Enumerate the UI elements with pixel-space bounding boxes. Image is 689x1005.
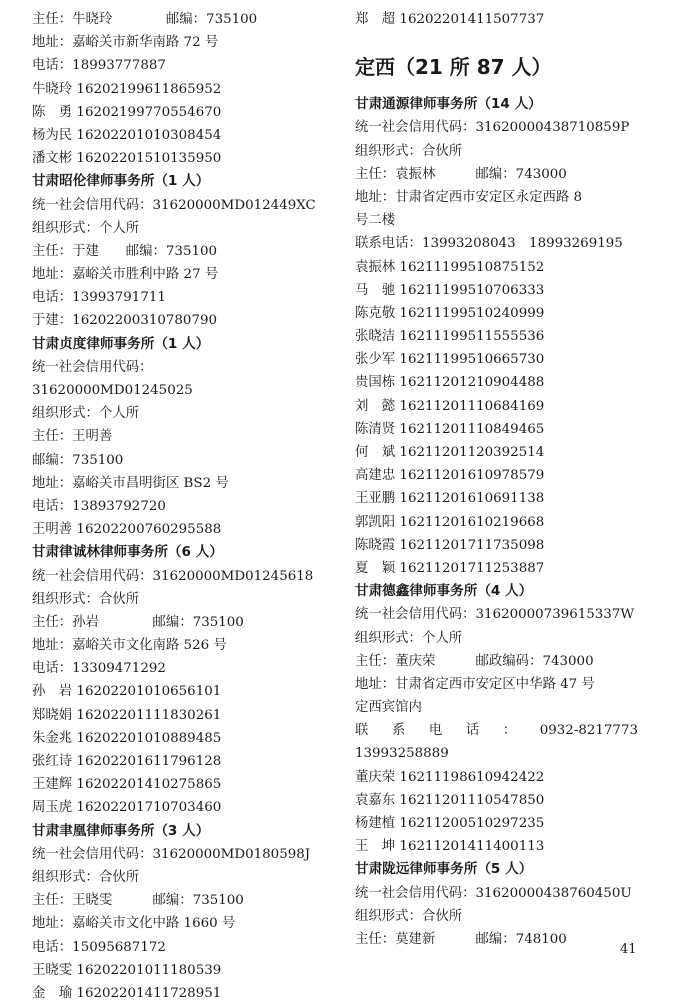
text-line: 主任：牛晓玲 邮编：735100 [32, 12, 258, 27]
text-line: 定西宾馆内 [355, 700, 422, 716]
text-line: 统一社会信用代码：31620000438710859P [355, 120, 630, 136]
text-line: 杨建植 16211200510297235 [355, 816, 545, 831]
text-line: 朱金兆 16202201010889485 [32, 730, 222, 746]
text-line: 组织形式：个人所 [355, 630, 463, 646]
text-line: 地址：嘉峪关市文化南路 526 号 [32, 638, 227, 654]
text-line: 统一社会信用代码：31620000438760450U [355, 885, 632, 901]
page-number: 41 [620, 942, 637, 957]
firm-heading: 甘肃陇远律师事务所（5 人） [355, 861, 533, 878]
text-line: 主任：孙岩 邮编：735100 [32, 614, 244, 630]
text-line: 周玉虎 16202201710703460 [32, 800, 222, 816]
text-line: 王亚鹏 16211201610691138 [355, 491, 545, 507]
text-line: 陈克敬 16211199510240999 [355, 305, 545, 321]
text-line: 陈清贤 16211201110849465 [355, 421, 545, 437]
text-line: 于建：16202200310780790 [32, 313, 218, 329]
text-line: 电话：13309471292 [32, 661, 166, 677]
firm-heading: 甘肃聿凰律师事务所（3 人） [32, 822, 210, 839]
text-line: 高建忠 16211201610978579 [355, 468, 545, 484]
text-line: 张晓洁 16211199511555536 [355, 329, 545, 345]
firm-heading: 甘肃律诚林律师事务所（6 人） [32, 544, 223, 561]
text-line: 地址：嘉峪关市新华南路 72 号 [32, 35, 219, 51]
text-line: 主任：王晓雯 邮编：735100 [32, 893, 244, 909]
text-line: 马 驰 16211199510706333 [355, 282, 545, 298]
firm-heading: 甘肃贞度律师事务所（1 人） [32, 335, 210, 352]
text-line: 孙 岩 16202201010656101 [32, 684, 222, 700]
firm-heading: 甘肃昭伦律师事务所（1 人） [32, 173, 210, 190]
firm-heading: 甘肃通源律师事务所（14 人） [355, 96, 542, 113]
text-line: 牛晓玲 16202199611865952 [32, 81, 222, 97]
text-line: 组织形式：合伙所 [355, 908, 463, 924]
text-line: 统一社会信用代码： [32, 359, 153, 375]
text-line: 张少军 16211199510665730 [355, 352, 545, 368]
text-line: 主任：莫建新 邮编：748100 [355, 931, 567, 947]
text-line: 地址：嘉峪关市文化中路 1660 号 [32, 916, 236, 932]
text-line: 潘文彬 16202201510135950 [32, 151, 222, 167]
text-line: 统一社会信用代码：31620000MD012449XC [32, 197, 316, 213]
text-line: 联系电话：0932-8217773 [355, 723, 638, 739]
text-line: 贵国栋 16211201210904488 [355, 375, 545, 391]
text-line: 31620000MD01245025 [32, 383, 193, 398]
text-line: 主任：董庆荣 邮政编码：743000 [355, 653, 594, 669]
text-line: 夏 颖 16211201711253887 [355, 560, 545, 576]
text-line: 电话：13893792720 [32, 498, 166, 514]
text-line: 组织形式：合伙所 [32, 591, 140, 607]
firm-heading: 甘肃德鑫律师事务所（4 人） [355, 583, 533, 600]
text-line: 主任：于建 邮编：735100 [32, 243, 218, 259]
right-column [355, 8, 655, 951]
text-line: 地址：嘉峪关市昌明街区 BS2 号 [32, 475, 229, 491]
left-column [32, 8, 342, 1005]
text-line: 统一社会信用代码：31620000MD01245618 [32, 568, 314, 584]
text-line: 王 坤 16211201411400113 [355, 839, 545, 855]
text-line: 王明善 16202200760295588 [32, 522, 222, 538]
text-line: 郑晓娟 16202201111830261 [32, 707, 222, 723]
text-line: 统一社会信用代码：31620000MD0180598J [32, 846, 311, 862]
text-line: 地址：嘉峪关市胜利中路 27 号 [32, 267, 219, 283]
text-line: 郭凯阳 16211201610219668 [355, 514, 545, 530]
text-line: 董庆荣 16211198610942422 [355, 769, 545, 785]
text-line: 主任：王明善 [32, 429, 113, 445]
text-line: 联系电话：13993208043 18993269195 [355, 236, 623, 252]
text-line: 袁振林 16211199510875152 [355, 259, 545, 275]
text-line: 陈 勇 16202199770554670 [32, 104, 222, 120]
text-line: 杨为民 16202201010308454 [32, 127, 222, 143]
text-line: 号二楼 [355, 213, 396, 229]
text-line: 组织形式：合伙所 [355, 143, 463, 159]
text-line: 电话：13993791711 [32, 290, 166, 306]
text-line: 邮编：735100 [32, 452, 124, 468]
text-line: 何 斌 16211201120392514 [355, 445, 545, 460]
region-heading: 定西（21 所 87 人） [355, 55, 552, 80]
text-line: 陈晓霞 16211201711735098 [355, 537, 545, 553]
text-line: 地址：甘肃省定西市安定区永定西路 8 [355, 189, 583, 205]
text-line: 刘 懿 16211201110684169 [355, 398, 545, 414]
text-line: 电话：15095687172 [32, 939, 166, 955]
text-line: 王建辉 16202201410275865 [32, 777, 222, 793]
text-line: 组织形式：个人所 [32, 406, 140, 422]
text-line: 组织形式：合伙所 [32, 869, 140, 885]
text-line: 金 瑜 16202201411728951 [32, 985, 222, 1001]
text-line: 主任：袁振林 邮编：743000 [355, 166, 567, 182]
text-line: 王晓雯 16202201011180539 [32, 962, 222, 978]
text-line: 组织形式：个人所 [32, 220, 140, 236]
text-line: 郑 超 16202201411507737 [355, 12, 545, 27]
text-line: 统一社会信用代码：31620000739615337W [355, 607, 635, 623]
text-line: 袁嘉东 16211201110547850 [355, 792, 545, 808]
text-line: 地址：甘肃省定西市安定区中华路 47 号 [355, 676, 595, 692]
text-line: 电话：18993777887 [32, 58, 166, 74]
text-line: 13993258889 [355, 746, 449, 762]
text-line: 张红诗 16202201611796128 [32, 754, 222, 769]
